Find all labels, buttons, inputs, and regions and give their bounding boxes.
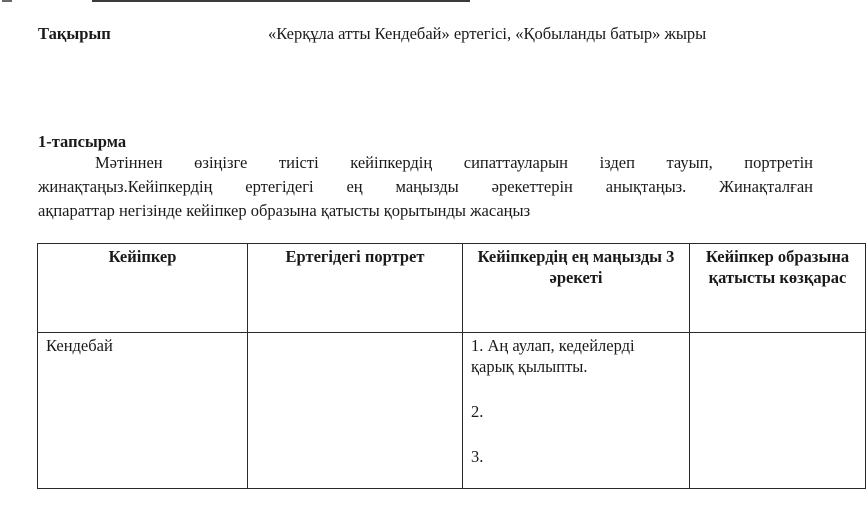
action-item: 1. Аң аулап, кедейлерді қарық қылыпты. bbox=[471, 336, 635, 376]
task-title: 1-тапсырма bbox=[38, 132, 127, 151]
character-analysis-table bbox=[37, 243, 866, 489]
task-instruction-line: Мәтіннен өзіңізге тиісті кейіпкердің сипаттауларын іздеп тауып, портретін bbox=[95, 153, 813, 172]
table-row bbox=[38, 333, 866, 489]
header-portrait: Ертегідегі портрет bbox=[248, 244, 463, 333]
header-view: Кейіпкер образына қатысты көзқарас bbox=[690, 244, 866, 333]
cell-portrait bbox=[248, 333, 463, 489]
cell-character: Кендебай bbox=[38, 333, 248, 489]
cell-view bbox=[690, 333, 866, 489]
action-item: 3. bbox=[471, 447, 484, 466]
top-rule-line bbox=[92, 0, 470, 2]
cell-actions bbox=[463, 333, 690, 489]
header-actions: Кейіпкердің ең маңызды 3 әрекеті bbox=[463, 244, 690, 333]
task-instruction-line: жинақтаңыз.Кейіпкердің ертегідегі ең маңызды әрекеттерін анықтаңыз. Жинақталған bbox=[38, 177, 813, 196]
table-header-row bbox=[38, 244, 866, 333]
task-instructions bbox=[38, 151, 813, 223]
page-edge-mark bbox=[2, 0, 12, 2]
task-instruction-line: ақпараттар негізінде кейіпкер образына қатысты қорытынды жасаңыз bbox=[38, 201, 531, 220]
topic-value: «Керқұла атты Кендебай» ертегісі, «Қобыланды батыр» жыры bbox=[268, 24, 707, 43]
header-character: Кейіпкер bbox=[38, 244, 248, 333]
topic-label: Тақырып bbox=[38, 24, 111, 43]
action-item: 2. bbox=[471, 402, 484, 421]
